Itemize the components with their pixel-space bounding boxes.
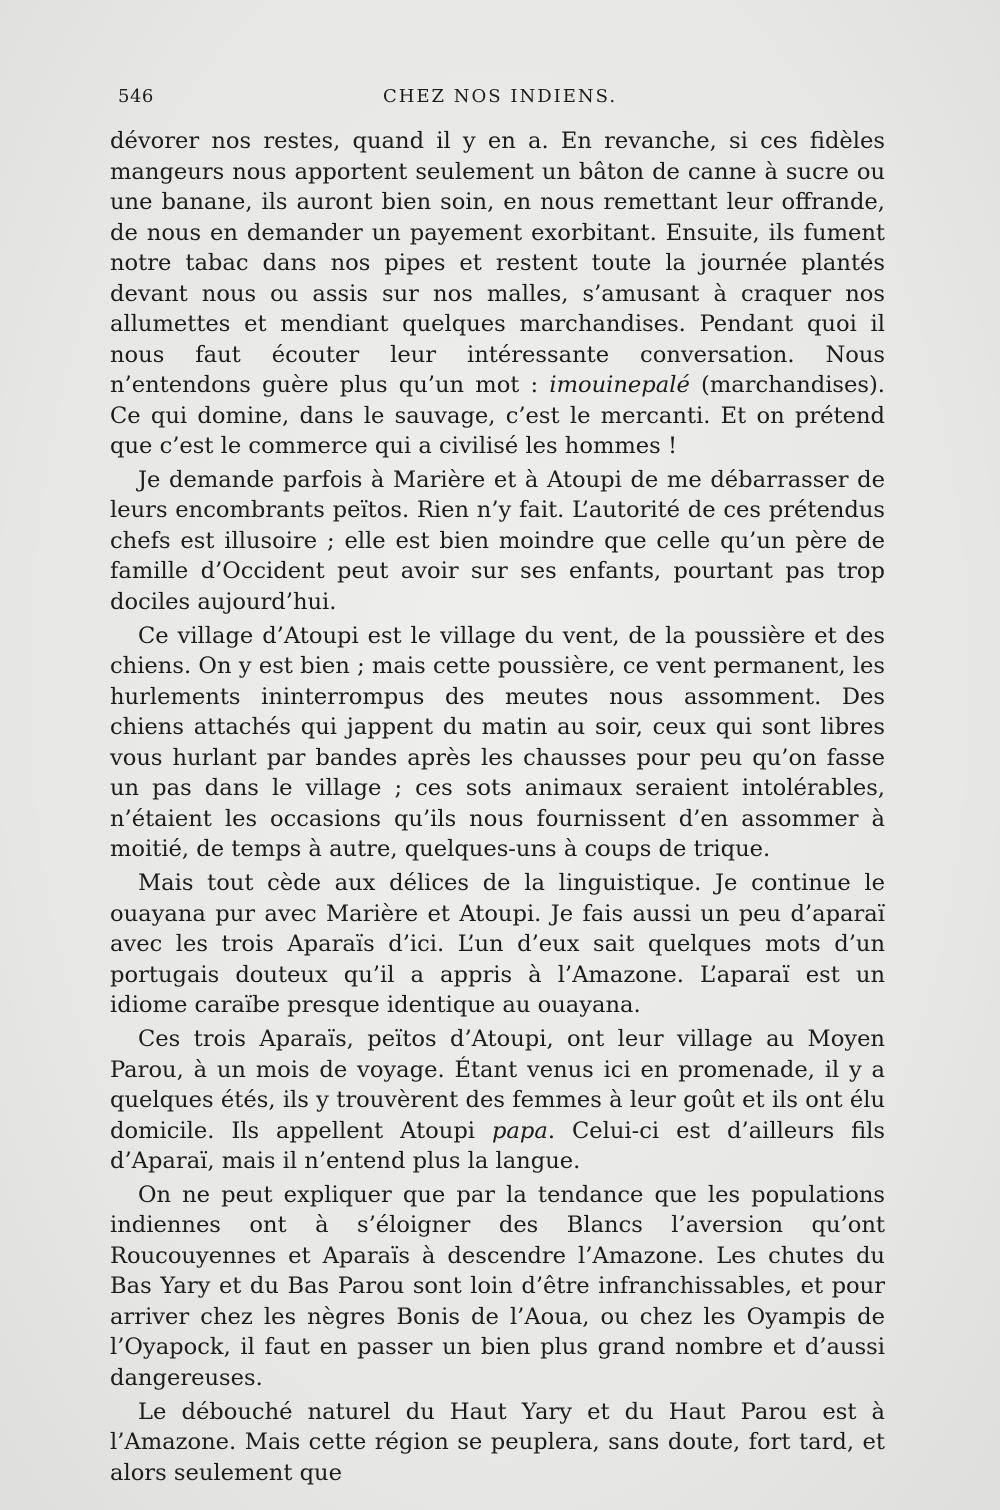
- paragraph-5-italic-term: papa: [491, 1117, 548, 1144]
- paragraph-5-text-b: . Celui-ci est d’ailleurs fils d’Aparaï, mais il n’entend plus la langue.: [110, 1117, 885, 1175]
- running-title: CHEZ NOS INDIENS.: [382, 86, 618, 107]
- page-header: [118, 84, 882, 114]
- paragraph-1-italic-term: imouinepalé: [549, 372, 690, 398]
- paragraph-4: Mais tout cède aux délices de la linguistique. Je continue le ouayana pur avec Marière et Atoupi. Je fais aussi un peu d’aparaï avec les trois Aparaïs d’ici. L’un d’eux sait quelques mots d’un portugais douteux qu’il a appris à l’Amazone. L’aparaï est un idiome caraïbe presque identique au ouayana.: [110, 870, 885, 1019]
- paragraph-5: [110, 1024, 885, 1177]
- paragraph-1-text-a: dévorer nos restes, quand il y en a. En revanche, si ces fidèles mangeurs nous apportent seulement un bâton de canne à sucre ou une banane, ils auront bien soin, en nous remettant leur offrande, de nous en demander un payement exorbitant. Ensuite, ils fument notre tabac dans nos pipes et restent toute la journée plantés devant nous ou assis sur nos malles, s’amusant à craquer nos allumettes et mendiant quelques marchandises. Pendant quoi il nous faut écouter leur intéressante conversation. Nous n’entendons guère plus qu’un mot :: [110, 128, 885, 398]
- paragraph-3: Ce village d’Atoupi est le village du vent, de la poussière et des chiens. On y est bien ; mais cette poussière, ce vent permanent, les hurlements ininterrompus des meutes nous assomment. Des chiens attachés qui jappent du matin au soir, ceux qui sont libres vous hurlant par bandes après les chausses pour peu qu’on fasse un pas dans le village ; ces sots animaux seraient intolérables, n’étaient les occasions qu’ils nous fournissent d’en assommer à moitié, de temps à autre, quelques-uns à coups de trique.: [110, 622, 885, 863]
- body-text: [110, 126, 885, 1492]
- paragraph-6: On ne peut expliquer que par la tendance que les populations indiennes ont à s’éloigner des Blancs l’aversion qu’ont Roucouyennes et Aparaïs à descendre l’Amazone. Les chutes du Bas Yary et du Bas Parou sont loin d’être infranchissables, et pour arriver chez les nègres Bonis de l’Aoua, ou chez les Oyampis de l’Oyapock, il faut en passer un bien plus grand nombre et d’aussi dangereuses.: [110, 1181, 885, 1391]
- page-number: 546: [118, 86, 154, 107]
- paragraph-5-text-a: Ces trois Aparaïs, peïtos d’Atoupi, ont leur village au Moyen Parou, à un mois de voyage. Étant venus ici en promenade, il y a quelques étés, ils y trouvèrent des femmes à leur goût et ils ont élu domicile. Ils appellent Atoupi: [110, 1026, 885, 1144]
- paragraph-7: Le débouché naturel du Haut Yary et du Haut Parou est à l’Amazone. Mais cette région se peuplera, sans doute, fort tard, et alors seulement que: [110, 1398, 885, 1486]
- paragraph-2: Je demande parfois à Marière et à Atoupi de me débarrasser de leurs encombrants peïtos. Rien n’y fait. L’autorité de ces prétendus chefs est illusoire ; elle est bien moindre que celle qu’un père de famille d’Occident peut avoir sur ses enfants, pourtant pas trop dociles aujourd’hui.: [110, 466, 885, 615]
- paragraph-1-text-b: (marchandises). Ce qui domine, dans le sauvage, c’est le mercanti. Et on prétend que c’est le commerce qui a civilisé les hommes !: [110, 372, 885, 459]
- paragraph-1: [110, 126, 885, 462]
